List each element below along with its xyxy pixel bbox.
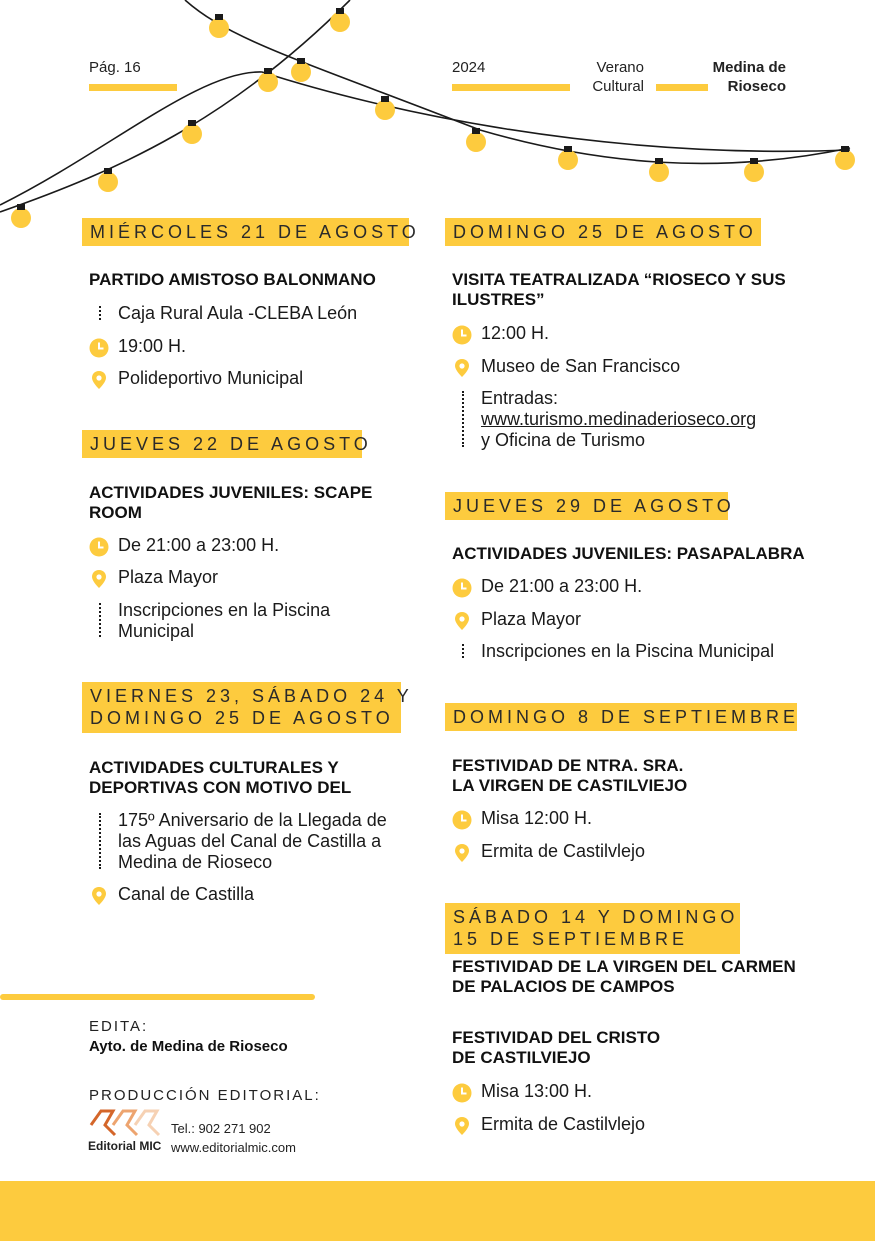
date-label-jueves-29: JUEVES 29 DE AGOSTO: [445, 492, 728, 520]
publisher-website-link[interactable]: www.editorialmic.com: [171, 1140, 296, 1155]
produccion-label: PRODUCCIÓN EDITORIAL:: [89, 1087, 321, 1104]
header-section: Verano Cultural: [592, 59, 644, 95]
event-title-scape-room: ACTIVIDADES JUVENILES: SCAPE ROOM: [89, 483, 373, 522]
location-pin-icon: [89, 370, 109, 390]
logo-name: Editorial MIC: [88, 1139, 162, 1153]
edita-label: EDITA:: [89, 1018, 149, 1035]
date-label-sabado-14: SÁBADO 14 Y DOMINGO 15 DE SEPTIEMBRE: [445, 903, 740, 954]
header-year: 2024: [452, 59, 486, 76]
editorial-mic-logo-icon: [88, 1107, 162, 1139]
dotted-line-icon: [99, 603, 101, 637]
date-label-viernes-23: VIERNES 23, SÁBADO 24 Y DOMINGO 25 DE AGOSTO: [82, 682, 401, 733]
clock-icon: [452, 325, 472, 345]
clock-icon: [452, 578, 472, 598]
location-pin-icon: [452, 1116, 472, 1136]
event-title-pasapalabra: ACTIVIDADES JUVENILES: PASAPALABRA: [452, 544, 805, 563]
location-pin-icon: [452, 358, 472, 378]
date-label-jueves-22: JUEVES 22 DE AGOSTO: [82, 430, 362, 458]
event-title-visita-teatralizada: VISITA TEATRALIZADA “RIOSECO Y SUS ILUSTRES”: [452, 270, 786, 309]
clock-icon: [452, 1083, 472, 1103]
clock-icon: [89, 537, 109, 557]
event-title-virgen-castilviejo: FESTIVIDAD DE NTRA. SRA. LA VIRGEN DE CASTILVIEJO: [452, 756, 688, 795]
tourism-website-link[interactable]: www.turismo.medinaderioseco.org: [481, 409, 757, 429]
page-number: Pág. 16: [89, 59, 141, 76]
garland-lights-decoration: [0, 0, 875, 240]
event-title-cristo-castilviejo: FESTIVIDAD DEL CRISTO DE CASTILVIEJO: [452, 1028, 661, 1067]
footer-band: [0, 1181, 875, 1241]
date-label-domingo-8: DOMINGO 8 DE SEPTIEMBRE: [445, 703, 797, 731]
clock-icon: [89, 338, 109, 358]
edita-value: Ayto. de Medina de Rioseco: [89, 1038, 288, 1055]
dotted-line-icon: [99, 306, 101, 320]
header-town: Medina de Rioseco: [712, 59, 786, 95]
date-label-miercoles-21: MIÉRCOLES 21 DE AGOSTO: [82, 218, 409, 246]
location-pin-icon: [89, 569, 109, 589]
event-title-actividades-culturales: ACTIVIDADES CULTURALES Y DEPORTIVAS CON MOTIVO DEL: [89, 758, 352, 797]
location-pin-icon: [452, 843, 472, 863]
event-title-virgen-carmen: FESTIVIDAD DE LA VIRGEN DEL CARMEN DE PALACIOS DE CAMPOS: [452, 957, 796, 996]
credits-divider-bar: [0, 994, 315, 1000]
date-label-domingo-25: DOMINGO 25 DE AGOSTO: [445, 218, 761, 246]
publisher-phone: Tel.: 902 271 902: [171, 1121, 271, 1136]
header-bar-year: [452, 84, 570, 91]
dotted-line-icon: [99, 813, 101, 869]
location-pin-icon: [89, 886, 109, 906]
clock-icon: [452, 810, 472, 830]
dotted-line-icon: [462, 391, 464, 447]
header-bar-left: [89, 84, 177, 91]
location-pin-icon: [452, 611, 472, 631]
event-title-balonmano: PARTIDO AMISTOSO BALONMANO: [89, 270, 376, 289]
dotted-line-icon: [462, 644, 464, 658]
